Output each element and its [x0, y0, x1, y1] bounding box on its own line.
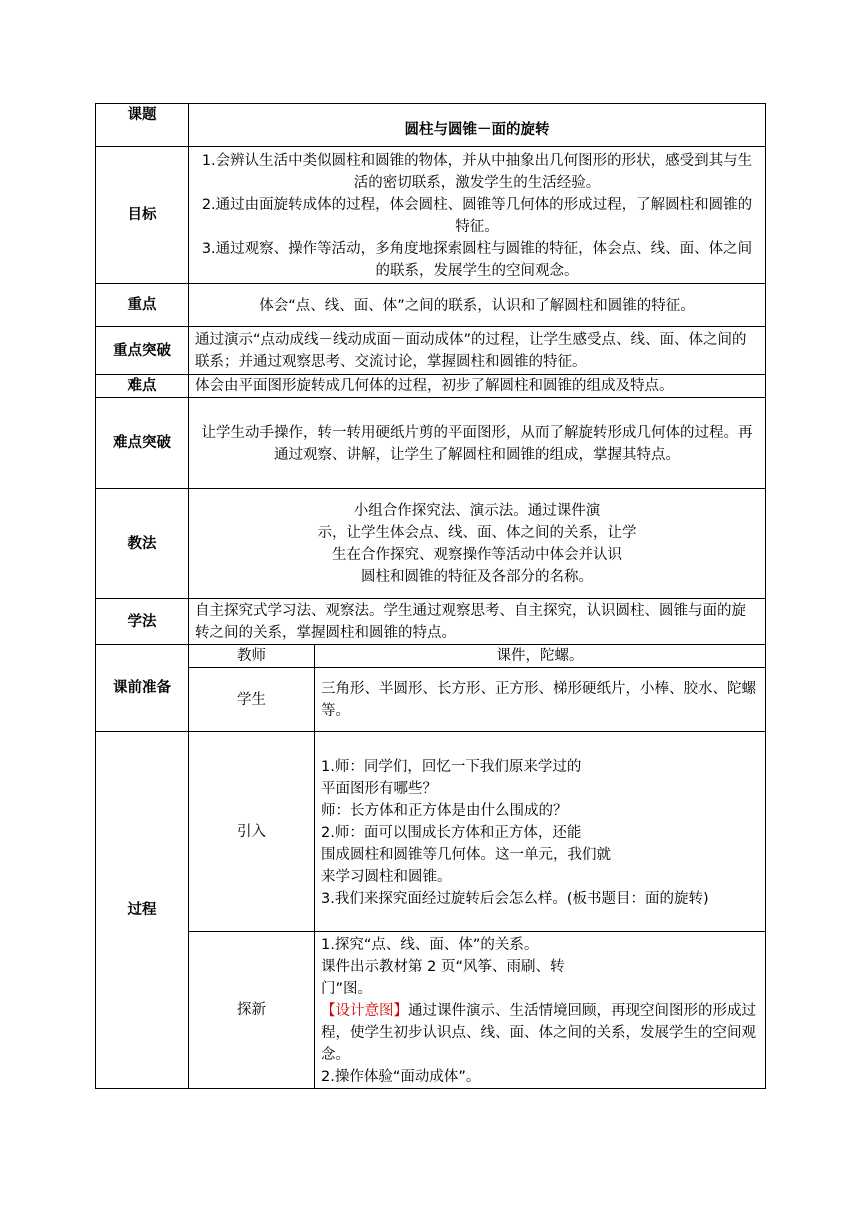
learning-method-row — [96, 599, 766, 645]
title-label: 课题 — [96, 104, 189, 147]
difficulty-text: 体会由平面图形旋转成几何体的过程，初步了解圆柱和圆锥的组成及特点。 — [189, 375, 766, 398]
explore-content — [315, 932, 766, 1089]
objectives-content — [189, 147, 766, 284]
prep-teacher-row — [96, 645, 766, 668]
difficulty-label: 难点 — [96, 375, 189, 398]
prep-student-value: 三角形、半圆形、长方形、正方形、梯形硬纸片，小棒、胶水、陀螺等。 — [315, 668, 766, 732]
intro-line: 师：长方体和正方体是由什么围成的？ — [321, 803, 568, 819]
lesson-title: 圆柱与圆锥－面的旋转 — [189, 104, 766, 147]
intro-line: 2.师：面可以围成长方体和正方体，还能 — [321, 825, 582, 841]
teaching-method-row — [96, 489, 766, 599]
title-row — [96, 104, 766, 147]
intro-line: 围成圆柱和圆锥等几何体。这一单元，我们就 — [321, 847, 611, 863]
prep-teacher-value: 课件，陀螺。 — [315, 645, 766, 668]
difficulty-breakthrough-label: 难点突破 — [96, 398, 189, 489]
preparation-label: 课前准备 — [96, 645, 189, 732]
intro-line: 平面图形有哪些？ — [321, 781, 437, 797]
explore-line: 1.探究“点、线、面、体”的关系。 — [321, 936, 539, 953]
process-explore-row — [96, 932, 766, 1089]
teaching-method-line: 圆柱和圆锥的特征及各部分的名称。 — [361, 569, 593, 585]
intro-line: 3.我们来探究面经过旋转后会怎么样。(板书题目：面的旋转) — [321, 891, 709, 907]
explore-line: 2.操作体验“面动成体”。 — [321, 1068, 481, 1085]
teaching-method-content — [189, 489, 766, 599]
explore-line: 门”图。 — [321, 980, 373, 997]
design-intent-paragraph — [321, 1000, 759, 1066]
process-label: 过程 — [96, 732, 189, 1089]
design-intent-text: 通过课件演示、生活情境回顾，再现空间图形的形成过程，使学生初步认识点、线、面、体之间的关系，发展学生的空间观念。 — [321, 1002, 756, 1063]
learning-method-label: 学法 — [96, 599, 189, 645]
key-breakthrough-row — [96, 327, 766, 375]
design-intent-tag: 【设计意图】 — [321, 1002, 408, 1019]
objectives-label: 目标 — [96, 147, 189, 284]
difficulty-row — [96, 375, 766, 398]
explore-line: 课件出示教材第 2 页“风筝、雨刷、转 — [321, 958, 565, 975]
intro-content — [315, 732, 766, 932]
objective-item: 2.通过由面旋转成体的过程，体会圆柱、圆锥等几何体的形成过程，了解圆柱和圆锥的特征。 — [201, 197, 753, 235]
intro-line: 1.师：同学们，回忆一下我们原来学过的 — [321, 759, 582, 775]
prep-teacher-label: 教师 — [189, 645, 315, 668]
difficulty-breakthrough-text: 让学生动手操作，转一转用硬纸片剪的平面图形，从而了解旋转形成几何体的过程。再通过观察、讲解，让学生了解圆柱和圆锥的组成，掌握其特点。 — [189, 398, 766, 489]
teaching-method-line: 生在合作探究、观察操作等活动中体会并认识 — [332, 547, 622, 563]
difficulty-breakthrough-row — [96, 398, 766, 489]
teaching-method-label: 教法 — [96, 489, 189, 599]
intro-label: 引入 — [189, 732, 315, 932]
key-point-text: 体会“点、线、面、体”之间的联系，认识和了解圆柱和圆锥的特征。 — [189, 284, 766, 327]
learning-method-text: 自主探究式学习法、观察法。学生通过观察思考、自主探究，认识圆柱、圆锥与面的旋转之间的关系，掌握圆柱和圆锥的特点。 — [189, 599, 766, 645]
key-breakthrough-label: 重点突破 — [96, 327, 189, 375]
objectives-row — [96, 147, 766, 284]
key-point-row — [96, 284, 766, 327]
teaching-method-line: 小组合作探究法、演示法。通过课件演 — [353, 503, 601, 519]
lesson-plan-table — [95, 103, 766, 1089]
objective-item: 1.会辨认生活中类似圆柱和圆锥的物体，并从中抽象出几何图形的形状，感受到其与生活的密切联系，激发学生的生活经验。 — [201, 153, 753, 191]
process-intro-row — [96, 732, 766, 932]
prep-student-row — [96, 668, 766, 732]
explore-label: 探新 — [189, 932, 315, 1089]
key-point-label: 重点 — [96, 284, 189, 327]
key-breakthrough-text: 通过演示“点动成线－线动成面－面动成体”的过程，让学生感受点、线、面、体之间的联系；并通过观察思考、交流讨论，掌握圆柱和圆锥的特征。 — [189, 327, 766, 375]
intro-line: 来学习圆柱和圆锥。 — [321, 869, 452, 885]
prep-student-label: 学生 — [189, 668, 315, 732]
objective-item: 3.通过观察、操作等活动，多角度地探索圆柱与圆锥的特征，体会点、线、面、体之间的联系，发展学生的空间观念。 — [201, 241, 753, 279]
teaching-method-line: 示，让学生体会点、线、面、体之间的关系，让学 — [317, 525, 637, 541]
